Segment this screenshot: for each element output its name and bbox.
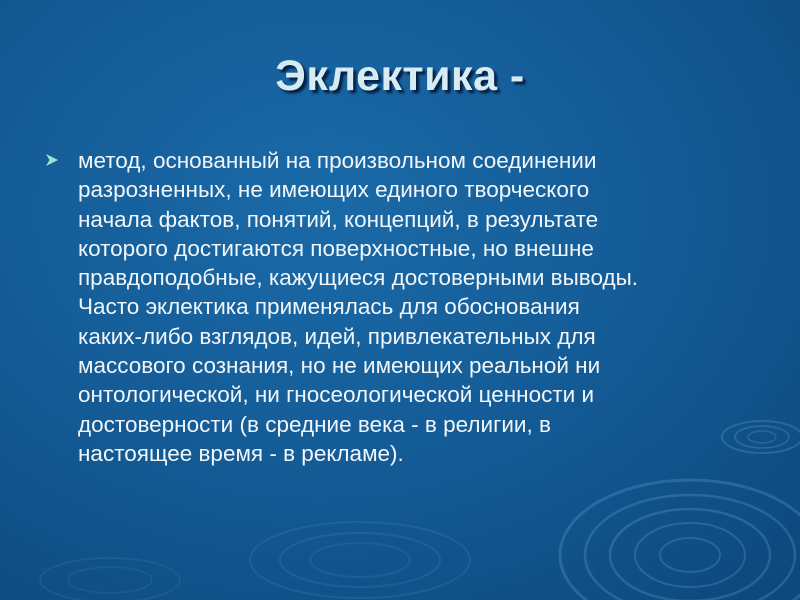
arrowhead-bullet-icon bbox=[44, 152, 60, 168]
slide-title: Эклектика - bbox=[275, 52, 525, 100]
slide-body-text: метод, основанный на произвольном соединении разрозненных, не имеющих единого творческого начала фактов, понятий, концепций, в результате которого достигаются поверхностные, но внешне правдоподобные, кажущиеся достоверными выводы. Часто эклектика применялась для обоснования каких-либо взглядов, идей, привлекательных для массового сознания, но не имеющих реальной ни онтологической, ни гносеологической ценности и достоверности (в средние века - в религии, в настоящее время - в рекламе). bbox=[78, 148, 639, 466]
